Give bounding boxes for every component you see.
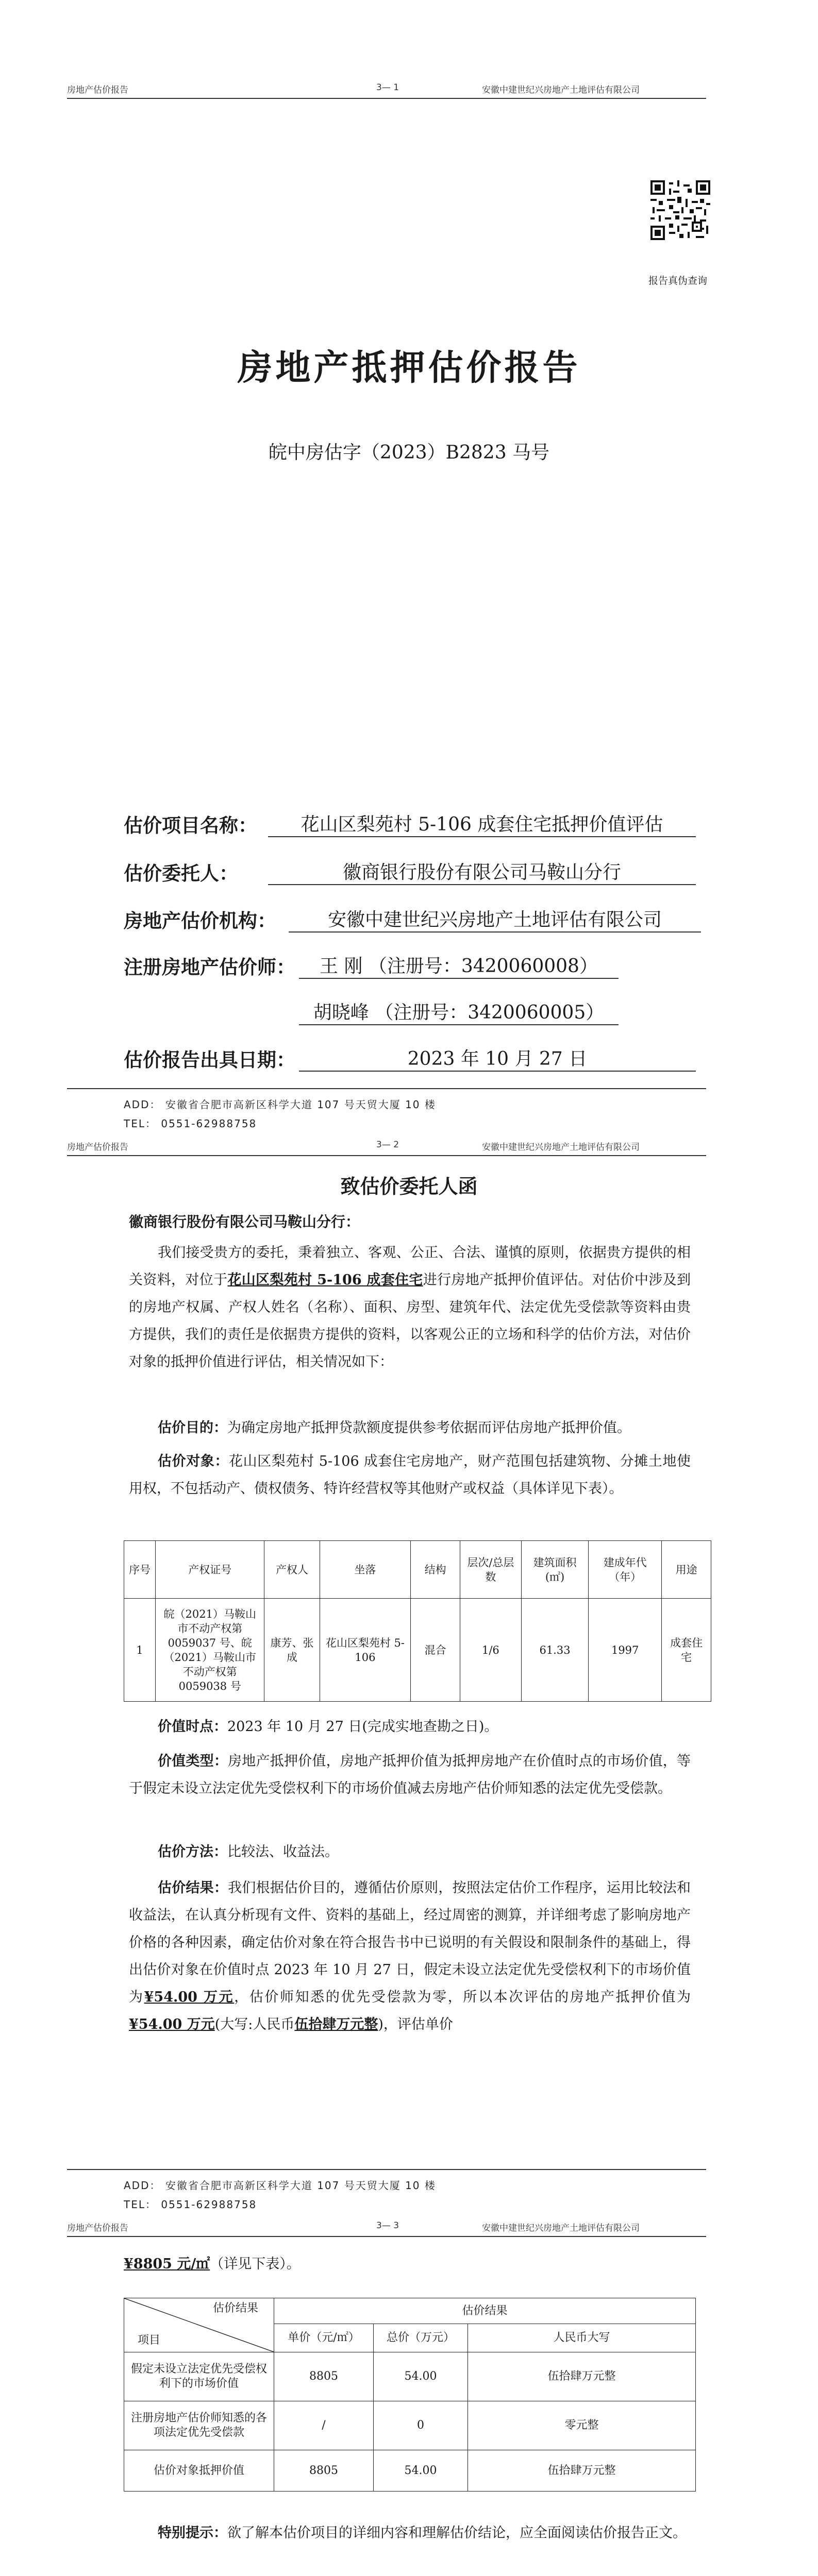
col-header: 产权证号	[156, 1541, 264, 1599]
page-header-left: 房地产估价报告	[67, 1142, 128, 1153]
header-rule	[67, 98, 706, 99]
intro-paragraph: 我们接受贵方的委托，秉着独立、客观、公正、合法、谨慎的原则，依据贵方提供的相关资料，对位于花山区梨苑村 5-106 成套住宅进行房地产抵押价值评估。对估价中涉及到的房地产权属、产权人姓名（名称）、面积、房型、建筑年代、法定优先受偿款等资料由贵方提供，我们的责任是依据贵方提供的资料，以客观公正的立场和科学的估价方法，对估价对象的抵押价值进行评估，相关情况如下：	[129, 1245, 691, 1370]
footer-tel: TEL： 0551-62988758	[124, 2198, 257, 2211]
page-number: 3— 2	[376, 1140, 399, 1150]
field-label-agency: 房地产估价机构：	[124, 909, 276, 932]
special-note: 特别提示：欲了解本估价项目的详细内容和理解估价结论，应全面阅读估价报告正文。	[158, 2525, 687, 2541]
purpose-paragraph: 估价目的：为确定房地产抵押贷款额度提供参考依据而评估房地产抵押价值。	[158, 1420, 631, 1436]
field-label-appraiser: 注册房地产估价师：	[124, 956, 295, 978]
cover-title: 房地产抵押估价报告	[237, 347, 581, 388]
property-table	[124, 1540, 711, 1702]
table-cell: 混合	[411, 1599, 460, 1702]
method-paragraph: 估价方法：比较法、收益法。	[158, 1844, 339, 1860]
qr-caption: 报告真伪查询	[648, 275, 708, 286]
page-header-company: 安徽中建世纪兴房地产土地评估有限公司	[482, 1142, 640, 1153]
field-value-appraiser-2: 胡晓峰 （注册号：3420060005）	[299, 998, 619, 1025]
field-value-project: 花山区梨苑村 5-106 成套住宅抵押价值评估	[268, 810, 696, 837]
table-row	[124, 1599, 711, 1702]
page-number: 3— 1	[376, 82, 399, 93]
footer-tel: TEL： 0551-62988758	[124, 1117, 257, 1130]
col-header: 结构	[411, 1541, 460, 1599]
col-header: 建筑面积(㎡)	[521, 1541, 588, 1599]
col-header: 用途	[662, 1541, 711, 1599]
table-cell: 康芳、张成	[264, 1599, 320, 1702]
field-label-project: 估价项目名称：	[124, 814, 257, 837]
col-header: 产权人	[264, 1541, 320, 1599]
header-rule	[67, 2236, 706, 2237]
report-number: 皖中房估字（2023）B2823 马号	[268, 442, 550, 463]
table-cell: 花山区梨苑村 5-106	[320, 1599, 411, 1702]
col-header: 坐落	[320, 1541, 411, 1599]
letter-title: 致估价委托人函	[340, 1175, 478, 1198]
field-value-appraiser-1: 王 刚 （注册号：3420060008）	[299, 952, 619, 979]
intro-object: 花山区梨苑村 5-106 成套住宅	[227, 1272, 423, 1288]
table-cell: 1997	[589, 1599, 662, 1702]
page-header-company: 安徽中建世纪兴房地产土地评估有限公司	[482, 2223, 640, 2233]
page-number: 3— 3	[376, 2221, 399, 2231]
value-type-paragraph: 价值类型：房地产抵押价值，房地产抵押价值为抵押房地产在价值时点的市场价值，等于假定未设立法定优先受偿权利下的市场价值减去房地产估价师知悉的法定优先受偿款。	[129, 1753, 691, 1797]
page-header-company: 安徽中建世纪兴房地产土地评估有限公司	[482, 85, 640, 95]
result-paragraph: 估价结果：我们根据估价目的，遵循估价原则，按照法定估价工作程序，运用比较法和收益法，在认真分析现有文件、资料的基础上，经过周密的测算，并详细考虑了影响房地产价格的各种因素，确定估价对象在符合报告书中已说明的有关假设和限制条件的基础上，得出估价对象在价值时点 2023 年 10 月 27 日，假定未设立法定优先受偿权利下的市场价值为¥54.00 万元，估价师知悉的优先受偿款为零，所以本次评估的房地产抵押价值为¥54.00 万元(大写:人民币伍拾肆万元整)，评估单价	[129, 1880, 691, 2032]
letter-addressee: 徽商银行股份有限公司马鞍山分行：	[129, 1213, 360, 1230]
field-label-date: 估价报告出具日期：	[124, 1048, 295, 1071]
table-cell: 61.33	[521, 1599, 588, 1702]
col-header: 人民币大写	[468, 2324, 696, 2352]
footer-address: ADD： 安徽省合肥市高新区科学大道 107 号天贸大厦 10 楼	[124, 1098, 436, 1111]
col-header: 总价（万元）	[374, 2324, 468, 2352]
unit-price-line: ¥8805 元/㎡（详见下表）。	[124, 2256, 301, 2272]
footer-address: ADD： 安徽省合肥市高新区科学大道 107 号天贸大厦 10 楼	[124, 2179, 436, 2192]
table-cell: 皖（2021）马鞍山市不动产权第 0059037 号、皖（2021）马鞍山市不动产权第 0059038 号	[156, 1599, 264, 1702]
footer-rule	[67, 2169, 706, 2170]
value-time-paragraph: 价值时点：2023 年 10 月 27 日(完成实地查勘之日)。	[158, 1719, 498, 1735]
qr-code[interactable]	[650, 180, 710, 240]
diagonal-header: 估价结果 项目	[124, 2298, 274, 2352]
table-row: 注册房地产估价师知悉的各项法定优先受偿款 / 0 零元整	[124, 2401, 696, 2450]
table-cell: 1	[124, 1599, 156, 1702]
table-row: 估价对象抵押价值 8805 54.00 伍拾肆万元整	[124, 2450, 696, 2492]
table-cell: 成套住宅	[662, 1599, 711, 1702]
field-value-client: 徽商银行股份有限公司马鞍山分行	[268, 858, 696, 885]
table-cell: 1/6	[460, 1599, 521, 1702]
field-value-date: 2023 年 10 月 27 日	[299, 1044, 696, 1072]
field-label-client: 估价委托人：	[124, 862, 238, 885]
col-header: 层次/总层数	[460, 1541, 521, 1599]
col-header: 序号	[124, 1541, 156, 1599]
page-header-left: 房地产估价报告	[67, 2223, 128, 2233]
col-header: 建成年代（年）	[589, 1541, 662, 1599]
object-paragraph: 估价对象：花山区梨苑村 5-106 成套住宅房地产，财产范围包括建筑物、分摊土地使用权，不包括动产、债权债务、特许经营权等其他财产或权益（具体详见下表）。	[129, 1453, 691, 1497]
col-header: 估价结果	[274, 2298, 696, 2324]
page-header-left: 房地产估价报告	[67, 85, 128, 95]
field-value-agency: 安徽中建世纪兴房地产土地评估有限公司	[289, 905, 701, 933]
col-header: 单价（元/㎡）	[274, 2324, 374, 2352]
footer-rule	[67, 1088, 706, 1089]
result-table	[124, 2298, 696, 2492]
table-row: 假定未设立法定优先受偿权利下的市场价值 8805 54.00 伍拾肆万元整	[124, 2352, 696, 2401]
header-rule	[67, 1155, 706, 1156]
